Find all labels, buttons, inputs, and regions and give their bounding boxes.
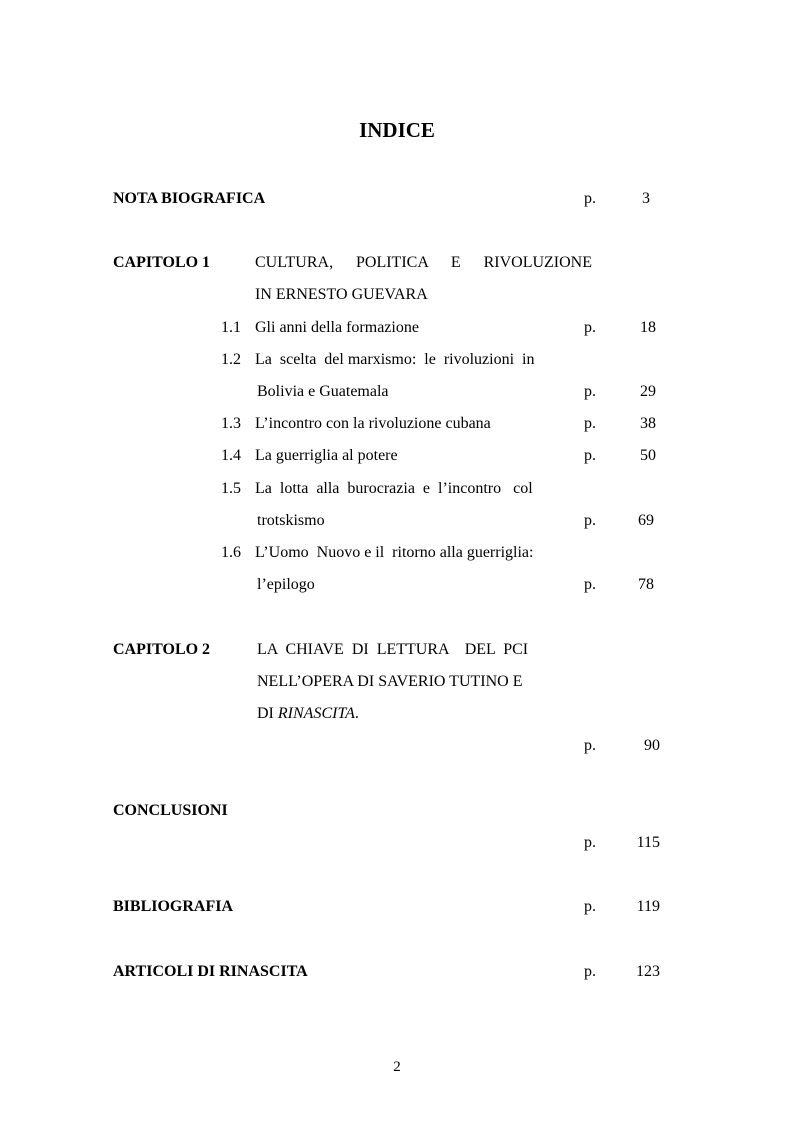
section-title: L’Uomo Nuovo e il ritorno alla guerriglia: [255, 544, 534, 561]
page-abbr: p. [584, 447, 596, 464]
page-ref: 69 [638, 512, 654, 529]
page-abbr: p. [584, 834, 596, 851]
page-abbr: p. [584, 898, 596, 915]
page-ref: 119 [636, 898, 660, 915]
page-number: 2 [393, 1059, 401, 1075]
page-ref: 123 [636, 963, 660, 980]
section-number: 1.4 [221, 447, 241, 464]
page-ref: 90 [644, 737, 660, 754]
section-title-cont: Bolivia e Guatemala [257, 383, 389, 400]
section-number: 1.5 [221, 480, 241, 497]
page-abbr: p. [584, 415, 596, 432]
page-ref: 38 [640, 415, 656, 432]
page-abbr: p. [584, 576, 596, 593]
section-title: L’incontro con la rivoluzione cubana [255, 415, 491, 432]
toc-entry-bibliografia: BIBLIOGRAFIA [113, 898, 234, 915]
page-ref: 78 [638, 576, 654, 593]
page-ref-nota: 3 [642, 190, 650, 207]
section-title-cont: trotskismo [257, 512, 325, 529]
section-number: 1.2 [221, 351, 241, 368]
section-title-cont: l’epilogo [257, 576, 315, 593]
chapter-1-title-line2: IN ERNESTO GUEVARA [255, 286, 428, 303]
page-abbr: p. [584, 319, 596, 336]
chapter-2-title-line1: LA CHIAVE DI LETTURA DEL PCI [257, 641, 529, 658]
section-number: 1.6 [221, 544, 241, 561]
chapter-1-title-line1: CULTURA, POLITICA E RIVOLUZIONE [255, 254, 592, 271]
section-title: Gli anni della formazione [255, 319, 419, 336]
section-title: La scelta del marxismo: le rivoluzioni in [255, 351, 535, 368]
section-number: 1.3 [221, 415, 241, 432]
page-abbr: p. [584, 190, 596, 207]
toc-entry-nota-biografica: NOTA BIOGRAFICA [113, 190, 266, 207]
chapter-2-title-line3: DI RINASCITA. [257, 705, 359, 722]
page-abbr: p. [584, 383, 596, 400]
toc-entry-articoli: ARTICOLI DI RINASCITA [113, 963, 308, 980]
page-abbr: p. [584, 737, 596, 754]
page-title: INDICE [359, 118, 435, 142]
page-abbr: p. [584, 963, 596, 980]
page-ref: 115 [636, 834, 660, 851]
section-number: 1.1 [221, 319, 241, 336]
chapter-1-label: CAPITOLO 1 [113, 254, 211, 271]
section-title: La lotta alla burocrazia e l’incontro col [255, 480, 533, 497]
page-ref: 50 [640, 447, 656, 464]
page-ref: 29 [640, 383, 656, 400]
page-ref: 18 [640, 319, 656, 336]
section-title: La guerriglia al potere [255, 447, 398, 464]
toc-entry-conclusioni: CONCLUSIONI [113, 802, 228, 819]
chapter-2-title-line2: NELL’OPERA DI SAVERIO TUTINO E [257, 673, 523, 690]
page-abbr: p. [584, 512, 596, 529]
chapter-2-label: CAPITOLO 2 [113, 641, 211, 658]
